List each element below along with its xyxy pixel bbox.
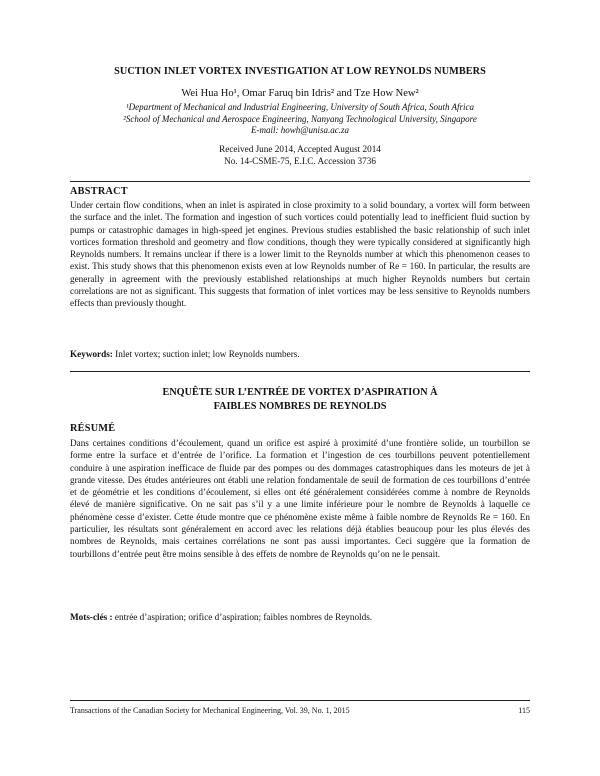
- page-number: 115: [518, 706, 530, 715]
- resume-heading: RÉSUMÉ: [70, 423, 116, 434]
- french-title-line-1: ENQUÊTE SUR L’ENTRÉE DE VORTEX D’ASPIRATION À: [162, 387, 438, 398]
- abstract-text: Under certain flow conditions, when an inlet is aspirated in close proximity to a solid boundary, a vortex will form between the surface and the inlet. The formation and ingestion of such vortices could potentially lead to inefficient fluid suction by pumps or catastrophic damages in high-speed jet engines. Previous studies established the basic relationship of such inlet vortices formation threshold and geometry and flow conditions, though they were typically considered at significantly high Reynolds numbers. It remains unclear if there is a lower limit to the Reynolds number at which this phenomenon ceases to exist. This study shows that this phenomenon exists even at low Reynolds number of Re = 160. In particular, the results are generally in agreement with the previously established relationships at much higher Reynolds numbers but certain correlations are not as significant. This suggests that formation of inlet vortices may be less sensitive to Reynolds numbers effects than previously thought.: [70, 200, 530, 309]
- page-footer: [70, 706, 530, 715]
- keywords-line: [70, 349, 530, 359]
- received-dates: Received June 2014, Accepted August 2014: [219, 144, 381, 154]
- accession-number: No. 14-CSME-75, E.I.C. Accession 3736: [224, 156, 376, 166]
- french-title: [70, 386, 530, 414]
- paper-title: SUCTION INLET VORTEX INVESTIGATION AT LOW REYNOLDS NUMBERS: [114, 66, 486, 77]
- affiliation-1: ¹Department of Mechanical and Industrial Engineering, University of South Africa, South Africa: [125, 102, 475, 112]
- affiliation-2: ²School of Mechanical and Aerospace Engineering, Nanyang Technological University, Singapore: [123, 113, 477, 124]
- keywords-label: Keywords:: [70, 349, 113, 359]
- keywords: Inlet vortex; suction inlet; low Reynolds numbers.: [115, 349, 300, 359]
- contact-email: E-mail: howh@unisa.ac.za: [250, 125, 350, 135]
- divider-middle: [70, 371, 530, 372]
- divider-footer: [70, 700, 530, 701]
- mots-cles-label: Mots-clés :: [70, 612, 113, 622]
- received-info: [70, 143, 530, 167]
- mots-cles: entrée d’aspiration; orifice d’aspiration; faibles nombres de Reynolds.: [114, 612, 373, 622]
- journal-citation: Transactions of the Canadian Society for Mechanical Engineering, Vol. 39, No. 1, 2015: [70, 706, 350, 715]
- divider-top: [70, 181, 530, 182]
- mots-cles-line: [70, 612, 530, 622]
- affiliations: [70, 102, 530, 137]
- authors: Wei Hua Ho¹, Omar Faruq bin Idris² and Tze How New²: [181, 88, 419, 99]
- abstract-heading: ABSTRACT: [70, 186, 128, 197]
- french-title-line-2: FAIBLES NOMBRES DE REYNOLDS: [213, 401, 387, 412]
- resume-text: Dans certaines conditions d’écoulement, quand un orifice est aspiré à proximité d’une frontière solide, un tourbillon se forme entre la surface et d’entrée de l’orifice. La formation et l’ingestion de ces tourbillons peuvent potentiellement conduire à une aspiration inefficace de fluide par des pompes ou des dommages catastrophiques dans les moteurs de jet à grande vitesse. Des études antérieures ont établi une relation fondamentale de seuil de formation de ces tourbillons d’entrée et de géométrie et les conditions d’écoulement, si elles ont été généralement considérées comme à nombre de Reynolds élevé de manière significative. On ne sait pas s’il y a une limite inférieure pour le nombre de Reynolds à laquelle ce phénomène cesse d’exister. Cette étude montre que ce phénomène existe même à faible nombre de Reynolds Re = 160. En particulier, les résultats sont généralement en accord avec les relations déjà établies beaucoup pour les plus élevés des nombres de Reynolds, mais certaines corrélations ne sont pas aussi importantes. Ceci suggère que la formation de tourbillons d’entrée peut être moins sensible à des effets de nombre de Reynolds qu’on ne le pensait.: [70, 438, 530, 559]
